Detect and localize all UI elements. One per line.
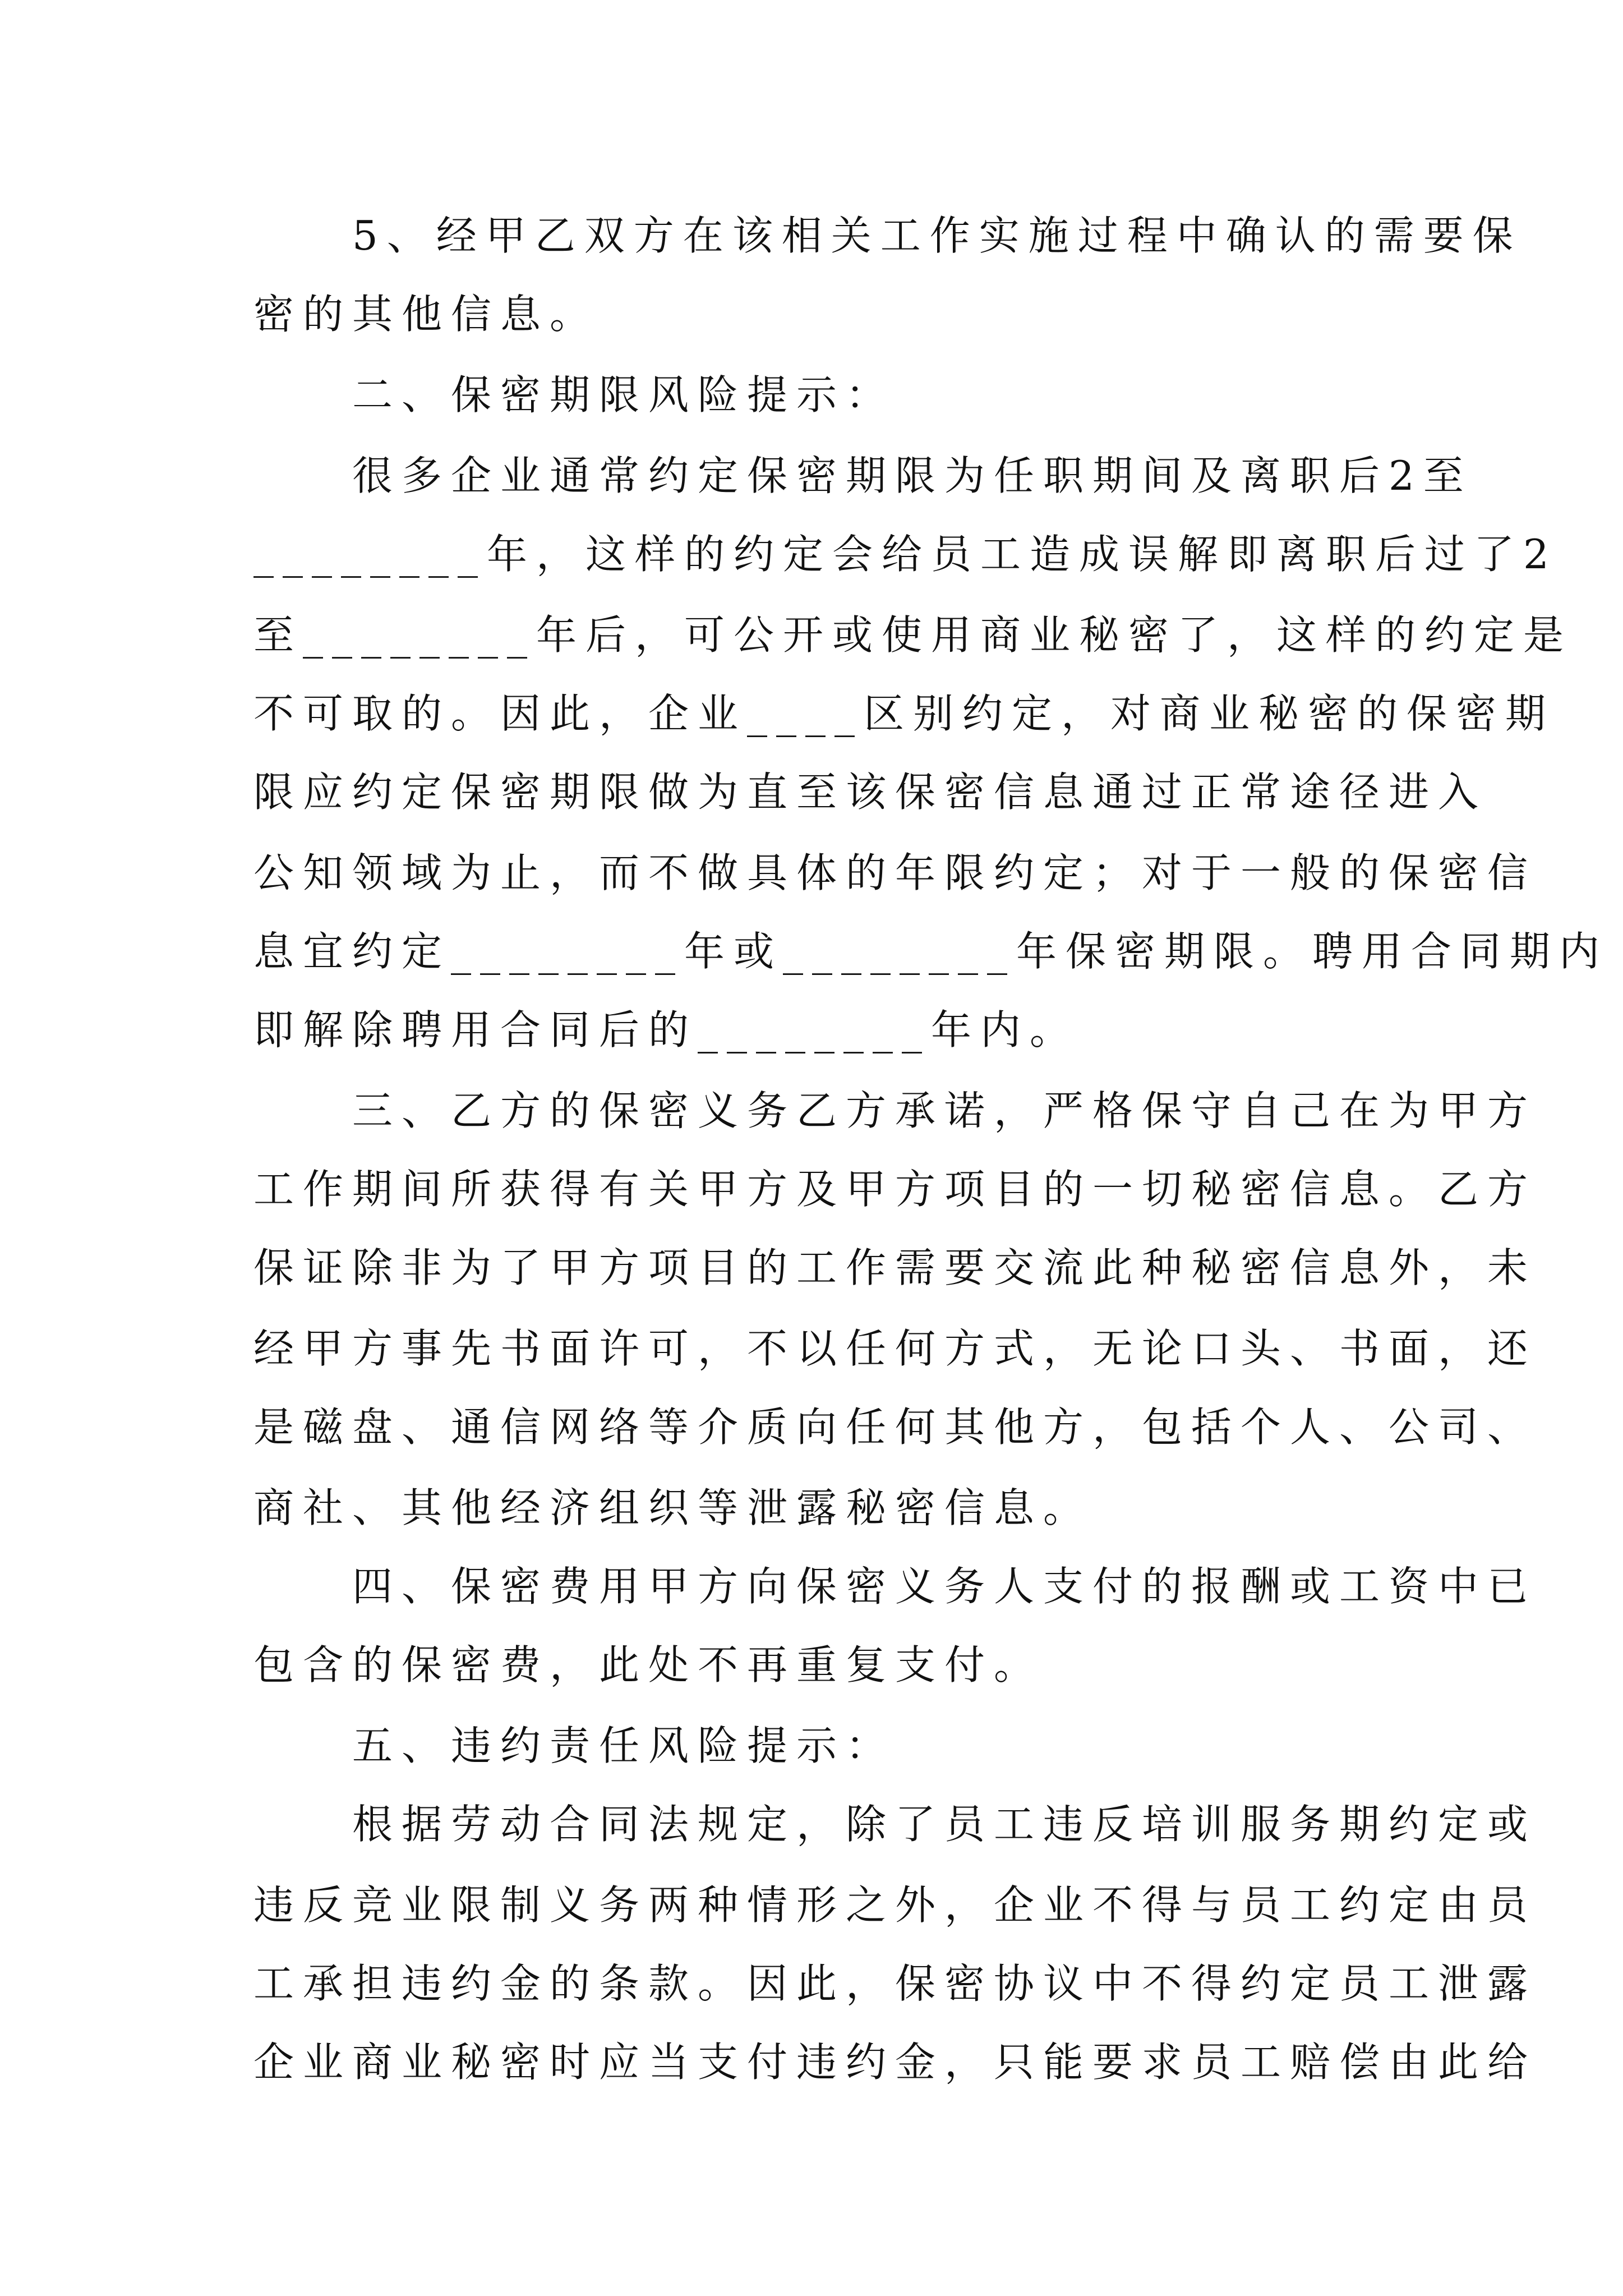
text-line: 保证除非为了甲方项目的工作需要交流此种秘密信息外，未 (253, 1244, 1537, 1291)
text-line: 至________年后，可公开或使用商业秘密了，这样的约定是 (253, 611, 1573, 659)
text-line: 公知领域为止，而不做具体的年限约定；对于一般的保密信 (253, 849, 1537, 896)
text-line: 不可取的。因此，企业____区别约定，对商业秘密的保密期 (253, 690, 1555, 737)
text-line: 违反竞业限制义务两种情形之外，企业不得与员工约定由员 (253, 1881, 1537, 1929)
text-line: ________年，这样的约定会给员工造成误解即离职后过了2 (253, 531, 1558, 578)
text-line: 企业商业秘密时应当支付违约金，只能要求员工赔偿由此给 (253, 2039, 1537, 2086)
section-heading: 五、违约责任风险提示： (253, 1722, 896, 1769)
text-line: 息宜约定________年或________年保密期限。聘用合同期内 (253, 928, 1609, 975)
text-line: 很多企业通常约定保密期限为任职期间及离职后2至 (253, 452, 1473, 499)
text-line: 限应约定保密期限做为直至该保密信息通过正常途径进入 (253, 769, 1488, 816)
text-line: 是磁盘、通信网络等介质向任何其他方，包括个人、公司、 (253, 1404, 1537, 1451)
text-line: 5、经甲乙双方在该相关工作实施过程中确认的需要保 (253, 212, 1522, 259)
section-heading: 三、乙方的保密义务乙方承诺，严格保守自己在为甲方 (253, 1087, 1537, 1134)
section-heading: 四、保密费用甲方向保密义务人支付的报酬或工资中已 (253, 1563, 1537, 1610)
text-line: 工作期间所获得有关甲方及甲方项目的一切秘密信息。乙方 (253, 1166, 1537, 1213)
text-line: 即解除聘用合同后的________年内。 (253, 1006, 1080, 1053)
text-line: 密的其他信息。 (253, 291, 600, 338)
text-line: 包含的保密费，此处不再重复支付。 (253, 1641, 1044, 1688)
section-heading: 二、保密期限风险提示： (253, 371, 896, 418)
text-line: 工承担违约金的条款。因此，保密协议中不得约定员工泄露 (253, 1960, 1537, 2007)
text-line: 商社、其他经济组织等泄露秘密信息。 (253, 1484, 1093, 1531)
text-line: 经甲方事先书面许可，不以任何方式，无论口头、书面，还 (253, 1325, 1537, 1372)
text-line: 根据劳动合同法规定，除了员工违反培训服务期约定或 (253, 1801, 1537, 1848)
